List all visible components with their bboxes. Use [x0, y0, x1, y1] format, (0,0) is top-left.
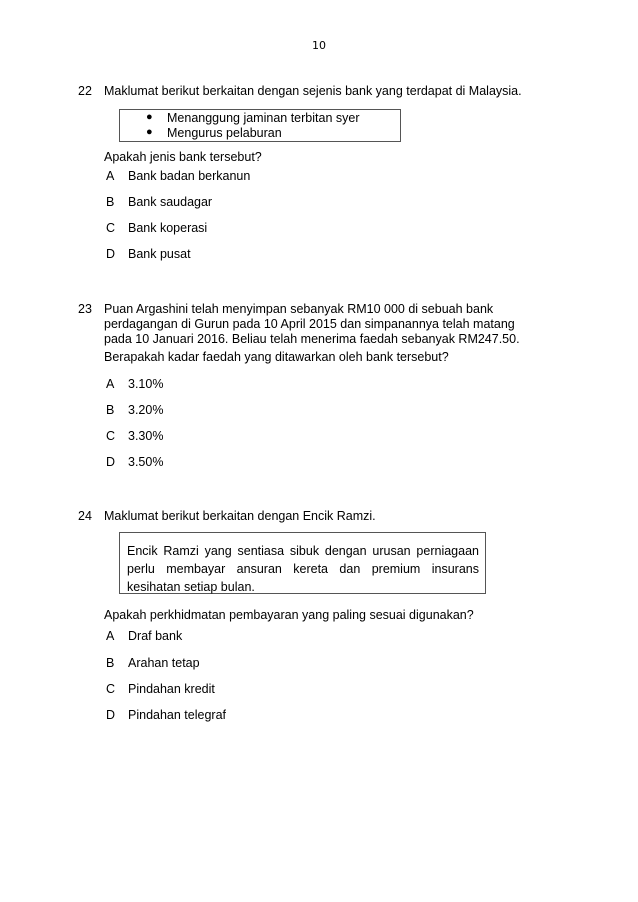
- option-letter: B: [106, 195, 115, 209]
- question-number: 23: [78, 302, 92, 316]
- question-prompt: Berapakah kadar faedah yang ditawarkan oleh bank tersebut?: [104, 350, 449, 364]
- option-text: 3.50%: [128, 455, 164, 469]
- bullet-icon: ●: [146, 126, 153, 138]
- option-text: 3.30%: [128, 429, 164, 443]
- option-text: Draf bank: [128, 629, 183, 643]
- info-box: [119, 109, 401, 142]
- question-stem: Maklumat berikut berkaitan dengan Encik Ramzi.: [104, 509, 376, 523]
- question-stem: perdagangan di Gurun pada 10 April 2015 dan simpanannya telah matang: [104, 317, 515, 331]
- info-box-text: Encik Ramzi yang sentiasa sibuk dengan urusan perniagaan perlu membayar ansuran kereta dan premium insurans kesihatan setiap bulan.: [127, 544, 479, 594]
- question-prompt: Apakah jenis bank tersebut?: [104, 150, 262, 164]
- option-text: Arahan tetap: [128, 656, 200, 670]
- option-text: Bank pusat: [128, 247, 191, 261]
- question-stem: pada 10 Januari 2016. Beliau telah menerima faedah sebanyak RM247.50.: [104, 332, 520, 346]
- option-text: Pindahan kredit: [128, 682, 215, 696]
- option-letter: C: [106, 221, 116, 235]
- option-text: Bank saudagar: [128, 195, 213, 209]
- option-text: Bank badan berkanun: [128, 169, 251, 183]
- option-letter: D: [106, 247, 116, 261]
- question-prompt: Apakah perkhidmatan pembayaran yang paling sesuai digunakan?: [104, 608, 474, 622]
- option-text: Pindahan telegraf: [128, 708, 226, 722]
- option-letter: B: [106, 403, 115, 417]
- page-number: 10: [312, 39, 326, 52]
- option-letter: D: [106, 708, 116, 722]
- option-letter: A: [106, 169, 115, 183]
- option-text: Bank koperasi: [128, 221, 208, 235]
- question-number: 22: [78, 84, 92, 98]
- option-letter: A: [106, 629, 115, 643]
- question-number: 24: [78, 509, 92, 523]
- option-text: 3.10%: [128, 377, 164, 391]
- bullet-text: Mengurus pelaburan: [167, 126, 282, 140]
- bullet-icon: ●: [146, 111, 153, 123]
- question-stem: Maklumat berikut berkaitan dengan sejenis bank yang terdapat di Malaysia.: [104, 84, 522, 98]
- question-stem: Puan Argashini telah menyimpan sebanyak RM10 000 di sebuah bank: [104, 302, 494, 316]
- info-box: [119, 532, 486, 594]
- option-letter: A: [106, 377, 115, 391]
- option-letter: B: [106, 656, 115, 670]
- option-letter: C: [106, 682, 116, 696]
- option-letter: D: [106, 455, 116, 469]
- option-letter: C: [106, 429, 116, 443]
- option-text: 3.20%: [128, 403, 164, 417]
- bullet-text: Menanggung jaminan terbitan syer: [167, 111, 360, 125]
